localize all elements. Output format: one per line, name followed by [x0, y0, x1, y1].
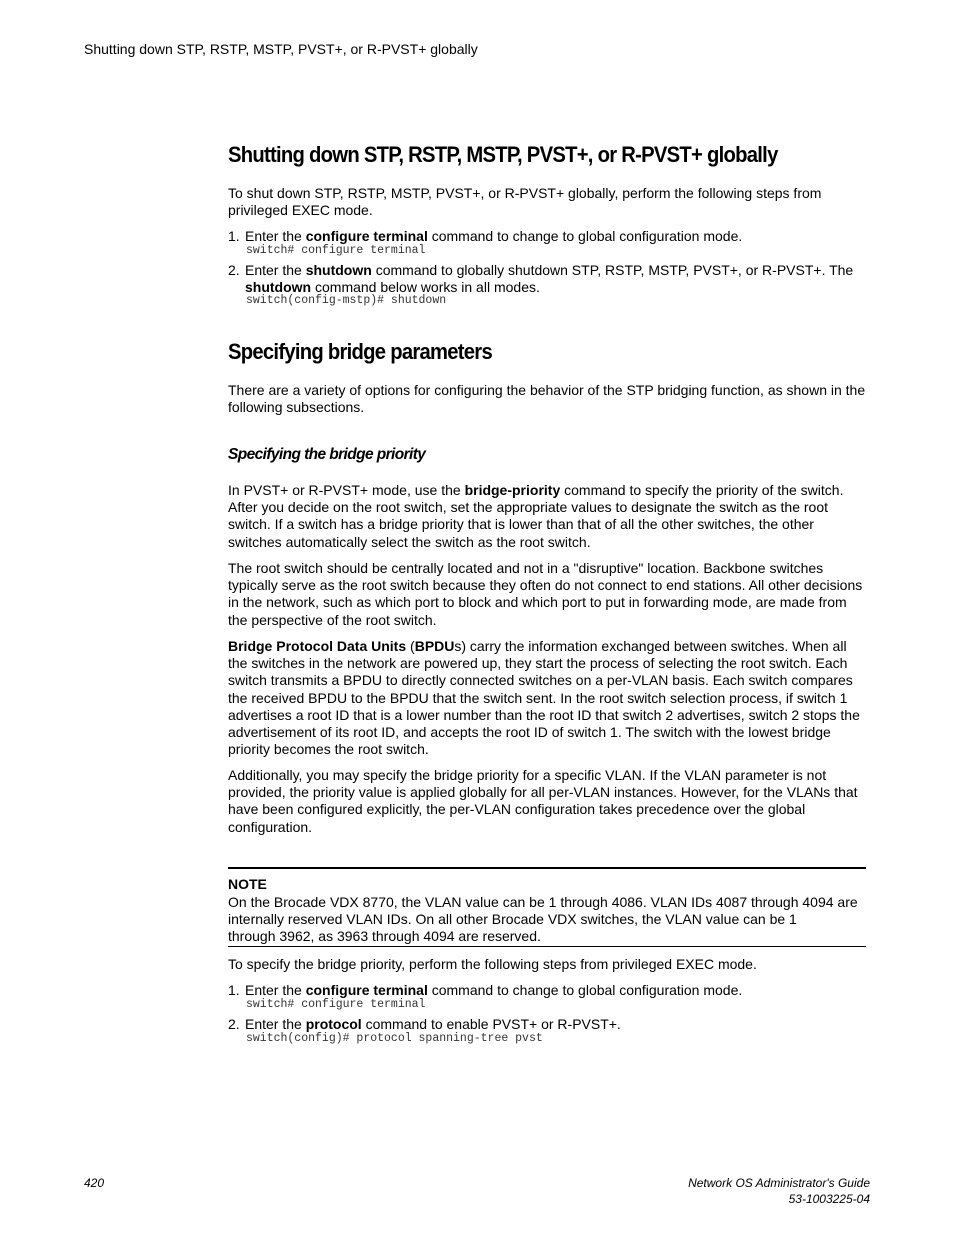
- paragraph-root-switch: The root switch should be centrally located and not in a "disruptive" location. Backbone switches typically serve as the root switch because they often do not connect to end stations. All other decisions in the network, such as which port to block and which port to put in forwarding mode, are made from the perspective of the root switch.: [228, 560, 863, 628]
- page-number: 420: [84, 1176, 105, 1190]
- step-text: command below works in all modes.: [311, 279, 540, 296]
- step-text: Enter the: [245, 1016, 306, 1032]
- note-top-rule: [228, 867, 866, 869]
- term: Bridge Protocol Data Units: [228, 638, 407, 654]
- term: BPDU: [414, 638, 455, 654]
- paragraph-text: (: [406, 638, 415, 654]
- running-header: Shutting down STP, RSTP, MSTP, PVST+, or R-PVST+ globally: [84, 41, 478, 57]
- paragraph-text: command to specify the priority of the switch. After you decide on the root switch, set the appropriate values to designate the switch as the root switch. If a switch has a bridge priority that is lower than that of all the other switches, the other switches automatically select the switch as the root switch.: [228, 482, 844, 550]
- command-name: configure terminal: [305, 982, 428, 998]
- section1-step-1: [228, 228, 868, 245]
- code-example: switch(config)# protocol spanning-tree pvst: [246, 1032, 543, 1045]
- step-text: Enter the: [245, 228, 306, 244]
- note-line-2: internally reserved VLAN IDs. On all other Brocade VDX switches, the VLAN value can be 1: [228, 911, 797, 927]
- command-name: configure terminal: [305, 228, 428, 244]
- step-number: 1.: [228, 228, 240, 244]
- paragraph-text: s) carry the information exchanged between switches. When all the switches in the network are powered up, they start the process of selecting the root switch. Each switch transmits a BPDU to directly connected switches on a per-VLAN basis. Each switch compares the received BPDU to the BPDU that the switch sent. In the root switch selection process, if switch 1 advertises a root ID that is a lower number than the root ID that switch 2 advertises, switch 2 stops the advertisement of its root ID, and accepts the root ID of switch 1. The switch with the lowest bridge priority becomes the root switch.: [228, 638, 860, 758]
- section1-step-2: [228, 262, 868, 296]
- footer-doc-number: 53-1003225-04: [788, 1192, 870, 1206]
- section3-step-2: [228, 1016, 868, 1033]
- section-heading-bridge-parameters: Specifying bridge parameters: [228, 339, 492, 364]
- step-text: command to change to global configuration mode.: [427, 228, 743, 244]
- command-name: shutdown: [245, 279, 312, 296]
- step-text: Enter the: [245, 982, 306, 998]
- section-heading-shutdown: Shutting down STP, RSTP, MSTP, PVST+, or R-PVST+ globally: [228, 142, 778, 167]
- code-example: switch# configure terminal: [246, 998, 426, 1011]
- note-bottom-rule: [228, 946, 866, 947]
- paragraph-text: In PVST+ or R-PVST+ mode, use the: [228, 482, 465, 498]
- section3-step-1: [228, 982, 868, 999]
- code-example: switch(config-mstp)# shutdown: [246, 294, 447, 307]
- subsection-heading-bridge-priority: Specifying the bridge priority: [228, 446, 426, 463]
- note-label: NOTE: [228, 876, 267, 892]
- command-name: bridge-priority: [464, 482, 561, 498]
- step-number: 2.: [228, 262, 240, 278]
- step-text: Enter the: [245, 262, 306, 278]
- footer-doc-title: Network OS Administrator's Guide: [688, 1176, 870, 1190]
- paragraph-bridge-priority: [228, 482, 868, 551]
- step-text: command to globally shutdown STP, RSTP, MSTP, PVST+, or R-PVST+. The: [371, 262, 854, 278]
- command-name: shutdown: [305, 262, 372, 278]
- note-line-3: through 3962, as 3963 through 4094 are reserved.: [228, 928, 541, 944]
- step-text: command to enable PVST+ or R-PVST+.: [361, 1016, 621, 1032]
- section2-intro: There are a variety of options for configuring the behavior of the STP bridging function, as shown in the following subsections.: [228, 382, 866, 416]
- step-number: 1.: [228, 982, 240, 998]
- paragraph-steps-intro: To specify the bridge priority, perform the following steps from privileged EXEC mode.: [228, 956, 757, 972]
- step-number: 2.: [228, 1016, 240, 1032]
- step-text: command to change to global configuration mode.: [427, 982, 743, 998]
- note-line-1: On the Brocade VDX 8770, the VLAN value can be 1 through 4086. VLAN IDs 4087 through 4094 are: [228, 894, 858, 910]
- code-example: switch# configure terminal: [246, 244, 426, 257]
- paragraph-bpdu: [228, 638, 868, 758]
- command-name: protocol: [305, 1016, 362, 1032]
- section1-intro: To shut down STP, RSTP, MSTP, PVST+, or R-PVST+ globally, perform the following steps from privileged EXEC mode.: [228, 185, 822, 219]
- paragraph-vlan-priority: Additionally, you may specify the bridge priority for a specific VLAN. If the VLAN parameter is not provided, the priority value is applied globally for all per-VLAN instances. However, for the VLANs that have been configured explicitly, the per-VLAN configuration takes precedence over the global configuration.: [228, 767, 858, 835]
